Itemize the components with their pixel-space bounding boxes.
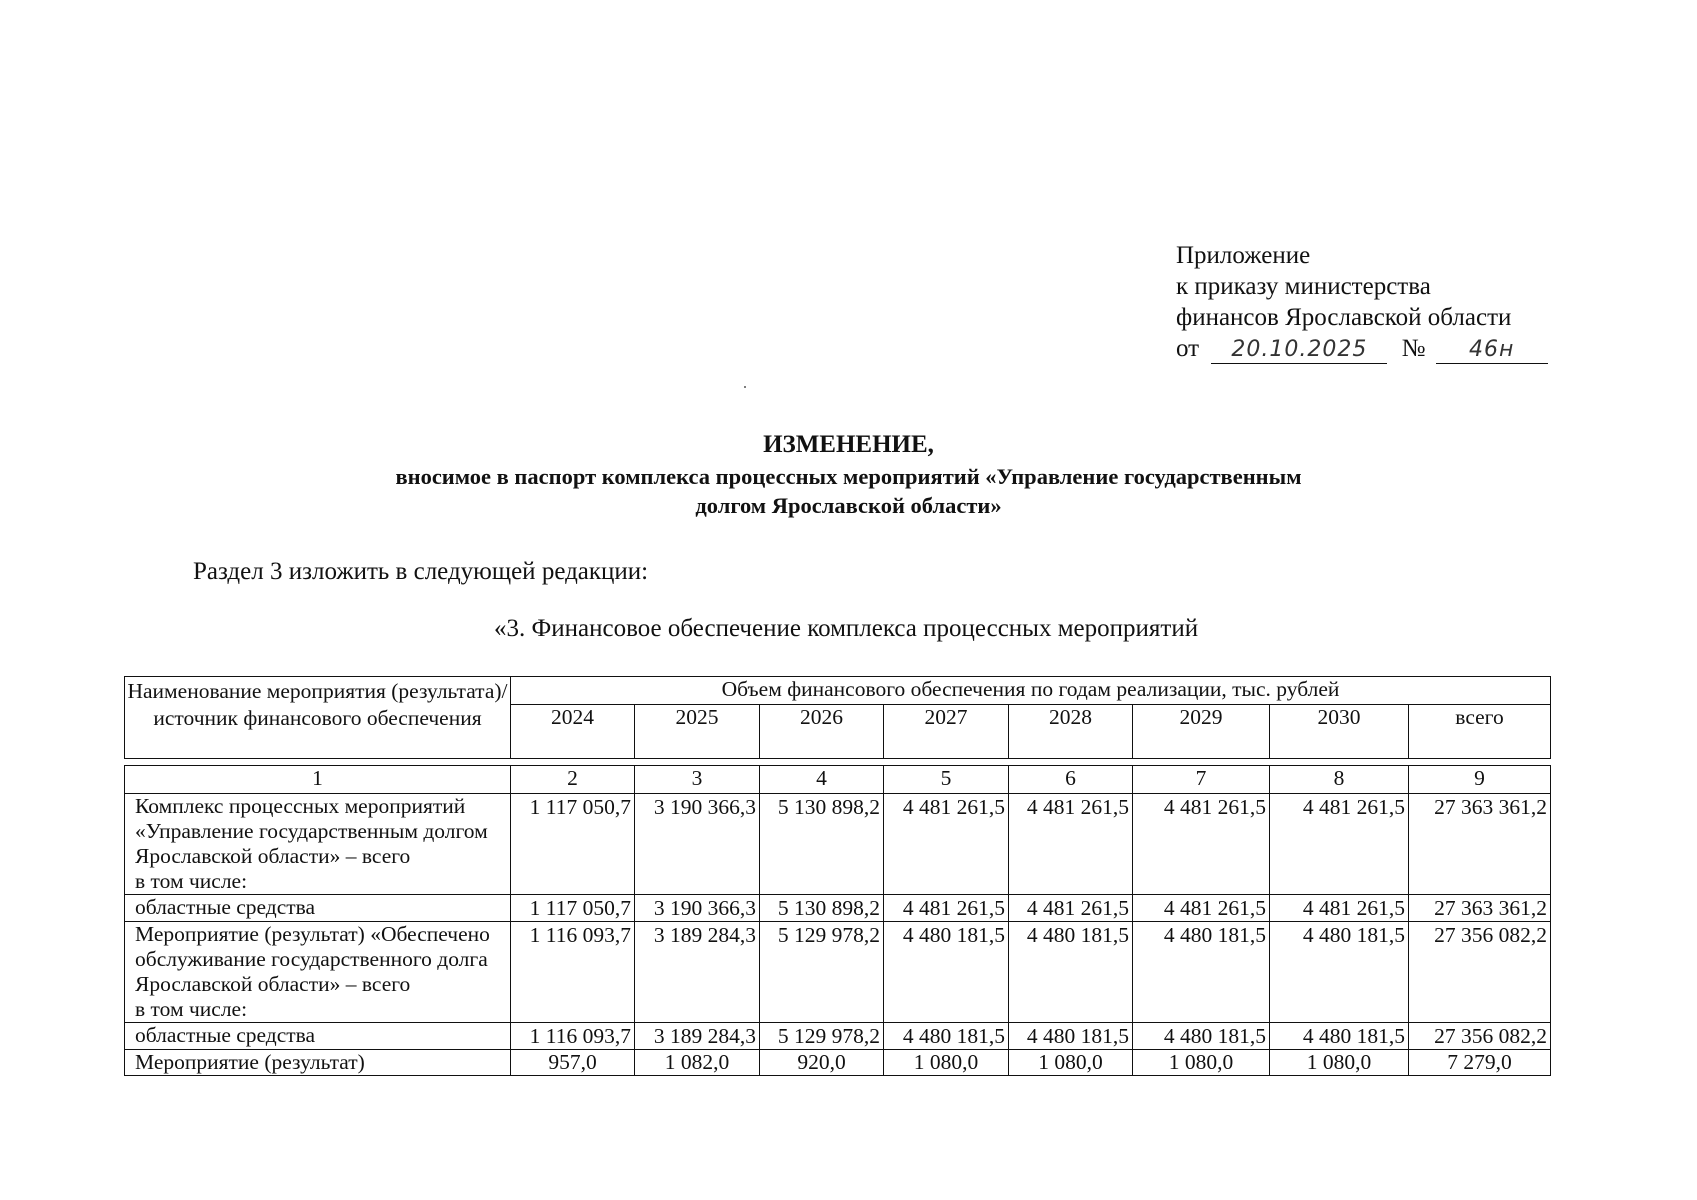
column-number: 9 [1409, 766, 1551, 794]
header-group-cell: Объем финансового обеспечения по годам реализации, тыс. рублей [511, 677, 1551, 705]
column-number: 4 [760, 766, 884, 794]
column-number: 1 [125, 766, 511, 794]
value-cell: 27 356 082,2 [1409, 1023, 1551, 1050]
section-title: «3. Финансовое обеспечение комплекса процессных мероприятий [494, 615, 1199, 642]
value-cell: 1 117 050,7 [511, 895, 635, 922]
column-number: 5 [884, 766, 1009, 794]
year-header: 2024 [511, 705, 635, 759]
value-cell: 4 480 181,5 [1270, 922, 1409, 1023]
subtitle-line-2: долгом Ярославской области» [695, 493, 1002, 518]
value-cell: 4 481 261,5 [1270, 794, 1409, 895]
row-name-cell: Мероприятие (результат) [125, 1050, 511, 1076]
table-row [125, 922, 1551, 1023]
number-field [1436, 333, 1548, 364]
value-cell: 5 130 898,2 [760, 895, 884, 922]
row-name-cell: областные средства [125, 1023, 511, 1050]
date-prefix: от [1176, 335, 1200, 362]
year-header: 2026 [760, 705, 884, 759]
year-header: 2025 [635, 705, 760, 759]
year-header: 2029 [1133, 705, 1270, 759]
table-row [125, 1050, 1551, 1076]
value-cell: 4 481 261,5 [884, 794, 1009, 895]
table-row [125, 794, 1551, 895]
appendix-line-2: к приказу министерства [1176, 273, 1431, 300]
row-name-cell: областные средства [125, 895, 511, 922]
appendix-block [1176, 240, 1548, 364]
value-cell: 920,0 [760, 1050, 884, 1076]
value-cell: 7 279,0 [1409, 1050, 1551, 1076]
value-cell: 1 116 093,7 [511, 1023, 635, 1050]
column-number: 6 [1009, 766, 1133, 794]
value-cell: 4 480 181,5 [1009, 922, 1133, 1023]
value-cell: 27 356 082,2 [1409, 922, 1551, 1023]
row-name-cell: Комплекс процессных мероприятий «Управление государственным долгом Ярославской области» – всего в том числе: [125, 794, 511, 895]
value-cell: 1 080,0 [1009, 1050, 1133, 1076]
value-cell: 5 129 978,2 [760, 1023, 884, 1050]
date-field [1211, 333, 1387, 364]
value-cell: 4 480 181,5 [884, 1023, 1009, 1050]
value-cell: 3 190 366,3 [635, 895, 760, 922]
appendix-date-line [1176, 333, 1548, 364]
value-cell: 4 481 261,5 [1009, 895, 1133, 922]
year-header: 2027 [884, 705, 1009, 759]
document-title: ИЗМЕНЕНИЕ, [763, 431, 934, 458]
value-cell: 4 480 181,5 [1009, 1023, 1133, 1050]
value-cell: 1 080,0 [1270, 1050, 1409, 1076]
value-cell: 4 481 261,5 [1133, 794, 1270, 895]
handwritten-date: 20.10.2025 [1231, 337, 1368, 362]
value-cell: 3 189 284,3 [635, 922, 760, 1023]
value-cell: 1 082,0 [635, 1050, 760, 1076]
value-cell: 4 480 181,5 [1133, 922, 1270, 1023]
value-cell: 3 190 366,3 [635, 794, 760, 895]
year-header: 2028 [1009, 705, 1133, 759]
value-cell: 27 363 361,2 [1409, 794, 1551, 895]
value-cell: 1 117 050,7 [511, 794, 635, 895]
year-header: 2030 [1270, 705, 1409, 759]
column-number-row [125, 766, 1551, 794]
handwritten-number: 46н [1469, 337, 1515, 362]
value-cell: 4 480 181,5 [1133, 1023, 1270, 1050]
appendix-line-1: Приложение [1176, 242, 1311, 269]
header-name-cell: Наименование мероприятия (результата)/ источник финансового обеспечения [125, 677, 511, 759]
value-cell: 4 480 181,5 [884, 922, 1009, 1023]
value-cell: 4 481 261,5 [884, 895, 1009, 922]
scan-speck [744, 386, 746, 388]
value-cell: 3 189 284,3 [635, 1023, 760, 1050]
number-prefix: № [1401, 335, 1426, 362]
total-header: всего [1409, 705, 1551, 759]
value-cell: 4 480 181,5 [1270, 1023, 1409, 1050]
value-cell: 27 363 361,2 [1409, 895, 1551, 922]
table-header [124, 676, 1551, 759]
column-number: 2 [511, 766, 635, 794]
document-subtitle [0, 462, 1697, 520]
table-row [125, 1023, 1551, 1050]
data-table [124, 765, 1551, 1076]
value-cell: 1 080,0 [1133, 1050, 1270, 1076]
value-cell: 1 116 093,7 [511, 922, 635, 1023]
value-cell: 957,0 [511, 1050, 635, 1076]
value-cell: 4 481 261,5 [1270, 895, 1409, 922]
value-cell: 4 481 261,5 [1009, 794, 1133, 895]
value-cell: 1 080,0 [884, 1050, 1009, 1076]
column-number: 8 [1270, 766, 1409, 794]
table-row [125, 895, 1551, 922]
instruction-text: Раздел 3 изложить в следующей редакции: [193, 558, 649, 585]
subtitle-line-1: вносимое в паспорт комплекса процессных мероприятий «Управление государственным [395, 464, 1302, 489]
value-cell: 5 129 978,2 [760, 922, 884, 1023]
appendix-line-3: финансов Ярославской области [1176, 304, 1512, 331]
value-cell: 5 130 898,2 [760, 794, 884, 895]
column-number: 3 [635, 766, 760, 794]
row-name-cell: Мероприятие (результат) «Обеспечено обслуживание государственного долга Ярославской области» – всего в том числе: [125, 922, 511, 1023]
table-body [125, 794, 1551, 1076]
column-number: 7 [1133, 766, 1270, 794]
value-cell: 4 481 261,5 [1133, 895, 1270, 922]
